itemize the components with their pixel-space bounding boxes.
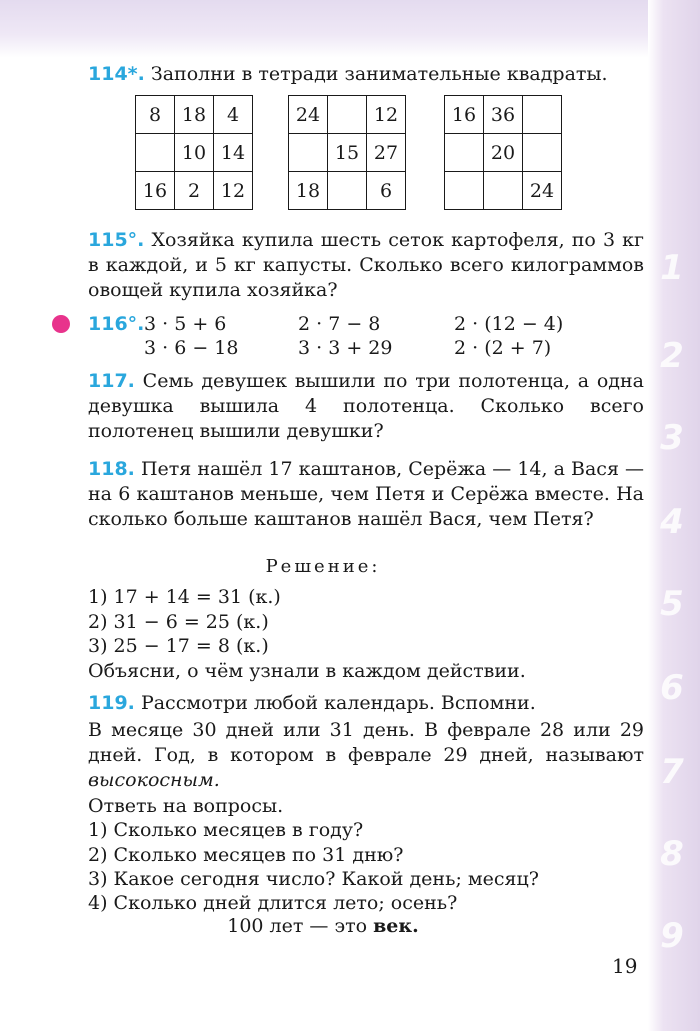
square-cell: 20 — [484, 134, 523, 172]
page-number: 19 — [612, 954, 638, 978]
square-cell — [445, 134, 484, 172]
side-number: 6 — [660, 668, 684, 708]
square-cell: 36 — [484, 96, 523, 134]
square-cell: 8 — [136, 96, 175, 134]
square-cell — [289, 134, 328, 172]
solution-step: 2) 31 − 6 = 25 (к.) — [88, 611, 269, 633]
exercise-119 — [88, 691, 536, 716]
questions-title: Ответь на вопросы. — [88, 795, 284, 817]
exercise-number: 117. — [88, 370, 135, 392]
expression: 2 · 7 − 8 — [298, 313, 381, 335]
magic-square-2 — [288, 95, 406, 210]
square-cell: 16 — [136, 172, 175, 210]
expression: 3 · 5 + 6 — [144, 313, 227, 335]
square-cell — [523, 96, 562, 134]
square-cell: 12 — [367, 96, 406, 134]
exercise-text: Рассмотри любой календарь. Вспомни. — [140, 692, 536, 714]
leap-year-term: высокосным. — [88, 769, 220, 791]
question: 2) Сколько месяцев по 31 дню? — [88, 844, 404, 866]
side-number: 4 — [660, 502, 684, 542]
solution-title: Решение: — [265, 556, 381, 577]
expression: 2 · (12 − 4) — [454, 313, 564, 335]
square-cell: 24 — [289, 96, 328, 134]
side-number: 1 — [660, 248, 684, 288]
exercise-number: 118. — [88, 458, 135, 480]
question: 3) Какое сегодня число? Какой день; месяц? — [88, 868, 539, 890]
exercise-text: Семь девушек вышили по три полотенца, а одна девушка вышила 4 полотенца. Сколько всего полотенец вышили девушки? — [88, 370, 644, 442]
exercise-number: 114*. — [88, 63, 145, 85]
solution-explain: Объясни, о чём узнали в каждом действии. — [88, 660, 526, 682]
exercise-118 — [88, 457, 644, 532]
square-cell: 18 — [175, 96, 214, 134]
magic-square-1 — [135, 95, 253, 210]
question: 1) Сколько месяцев в году? — [88, 819, 364, 841]
exercise-number: 116°. — [88, 313, 145, 335]
exercise-number: 119. — [88, 692, 135, 714]
chapter-side-band — [648, 0, 700, 1031]
side-number: 2 — [660, 336, 684, 376]
century-term: век. — [373, 915, 419, 937]
square-cell — [136, 134, 175, 172]
side-number: 9 — [660, 916, 684, 956]
exercise-text: Петя нашёл 17 каштанов, Серёжа — 14, а Вася — на 6 каштанов меньше, чем Петя и Серёжа вместе. На сколько больше каштанов нашёл Вася, чем Петя? — [88, 458, 644, 530]
square-cell — [523, 134, 562, 172]
century-note — [88, 915, 558, 937]
square-cell: 6 — [367, 172, 406, 210]
exercise-number: 115°. — [88, 229, 145, 251]
century-note-text: 100 лет — это — [227, 915, 374, 937]
square-cell: 14 — [214, 134, 253, 172]
square-cell: 16 — [445, 96, 484, 134]
square-cell: 10 — [175, 134, 214, 172]
page-top-band — [0, 0, 700, 58]
square-cell: 12 — [214, 172, 253, 210]
square-cell: 27 — [367, 134, 406, 172]
square-cell: 18 — [289, 172, 328, 210]
square-cell: 2 — [175, 172, 214, 210]
side-number: 3 — [660, 418, 684, 458]
exercise-115 — [88, 228, 644, 303]
side-number: 5 — [660, 584, 684, 624]
expression: 2 · (2 + 7) — [454, 337, 552, 359]
difficulty-marker-icon — [52, 315, 70, 333]
question: 4) Сколько дней длится лето; осень? — [88, 892, 458, 914]
solution-step: 3) 25 − 17 = 8 (к.) — [88, 635, 269, 657]
square-cell — [328, 172, 367, 210]
square-cell: 24 — [523, 172, 562, 210]
square-cell — [328, 96, 367, 134]
square-cell: 4 — [214, 96, 253, 134]
square-cell — [445, 172, 484, 210]
magic-square-3 — [444, 95, 562, 210]
exercise-117 — [88, 369, 644, 444]
exercise-text: Заполни в тетради занимательные квадраты. — [150, 63, 608, 85]
square-cell: 15 — [328, 134, 367, 172]
side-number: 7 — [660, 752, 684, 792]
exercise-text: Хозяйка купила шесть сеток картофеля, по 3 кг в каждой, и 5 кг капусты. Сколько всего килограммов овощей купила хозяйка? — [88, 229, 644, 301]
calendar-info-text: В месяце 30 дней или 31 день. В феврале 28 или 29 дней. Год, в котором в феврале 29 дней, называют — [88, 719, 644, 766]
exercise-114 — [88, 62, 608, 87]
side-number: 8 — [660, 834, 684, 874]
square-cell — [484, 172, 523, 210]
calendar-info — [88, 718, 644, 793]
expression: 3 · 6 − 18 — [144, 337, 239, 359]
solution-step: 1) 17 + 14 = 31 (к.) — [88, 586, 281, 608]
expression: 3 · 3 + 29 — [298, 337, 393, 359]
